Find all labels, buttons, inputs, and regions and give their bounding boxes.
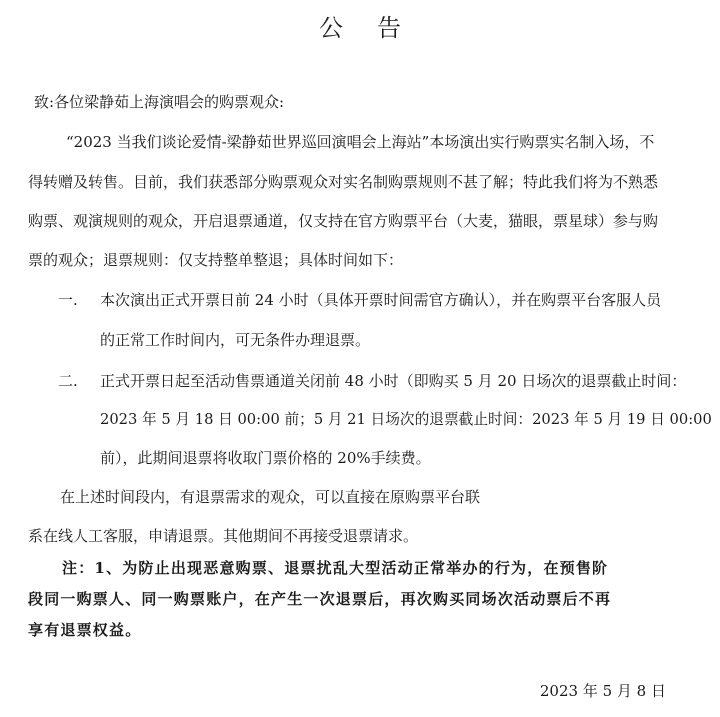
- item-marker-1: 一.: [58, 291, 78, 309]
- item-2-line: 正式开票日起至活动售票通道关闭前 48 小时（即购买 5 月 20 日场次的退票截止时间：: [100, 372, 687, 390]
- note-line: 享有退票权益。: [28, 621, 142, 639]
- notice-title: 公告: [319, 14, 435, 42]
- note-line: 注：1、为防止出现恶意购票、退票扰乱大型活动正常举办的行为，在预售阶: [62, 559, 609, 577]
- contact-line: 系在线人工客服，申请退票。其他期间不再接受退票请求。: [28, 527, 419, 545]
- intro-line: 购票、观演规则的观众，开启退票通道，仅支持在官方购票平台（大麦，猫眼，票星球）参与购: [28, 212, 659, 230]
- item-marker-2: 二.: [58, 372, 78, 390]
- notice-date: 2023 年 5 月 8 日: [539, 682, 666, 700]
- intro-line: 票的观众；退票规则：仅支持整单整退；具体时间如下：: [28, 251, 404, 269]
- note-line: 段同一购票人、同一购票账户，在产生一次退票后，再次购买同场次活动票后不再: [28, 590, 612, 608]
- intro-line: “2023 当我们谈论爱情-梁静茹世界巡回演唱会上海站”本场演出实行购票实名制入场，不: [66, 133, 655, 151]
- contact-line: 在上述时间段内，有退票需求的观众，可以直接在原购票平台联: [60, 488, 481, 506]
- item-1-line: 的正常工作时间内，可无条件办理退票。: [100, 331, 371, 349]
- item-2-line: 前），此期间退票将收取门票价格的 20%手续费。: [100, 449, 431, 467]
- item-2-line: 2023 年 5 月 18 日 00:00 前；5 月 21 日场次的退票截止时间：2023 年 5 月 19 日 00:00: [100, 410, 712, 428]
- intro-line: 得转赠及转售。目前，我们获悉部分购票观众对实名制购票规则不甚了解；特此我们将为不熟悉: [28, 173, 659, 191]
- item-1-line: 本次演出正式开票日前 24 小时（具体开票时间需官方确认），并在购票平台客服人员: [100, 291, 662, 309]
- salutation: 致:各位梁静茹上海演唱会的购票观众:: [34, 93, 285, 111]
